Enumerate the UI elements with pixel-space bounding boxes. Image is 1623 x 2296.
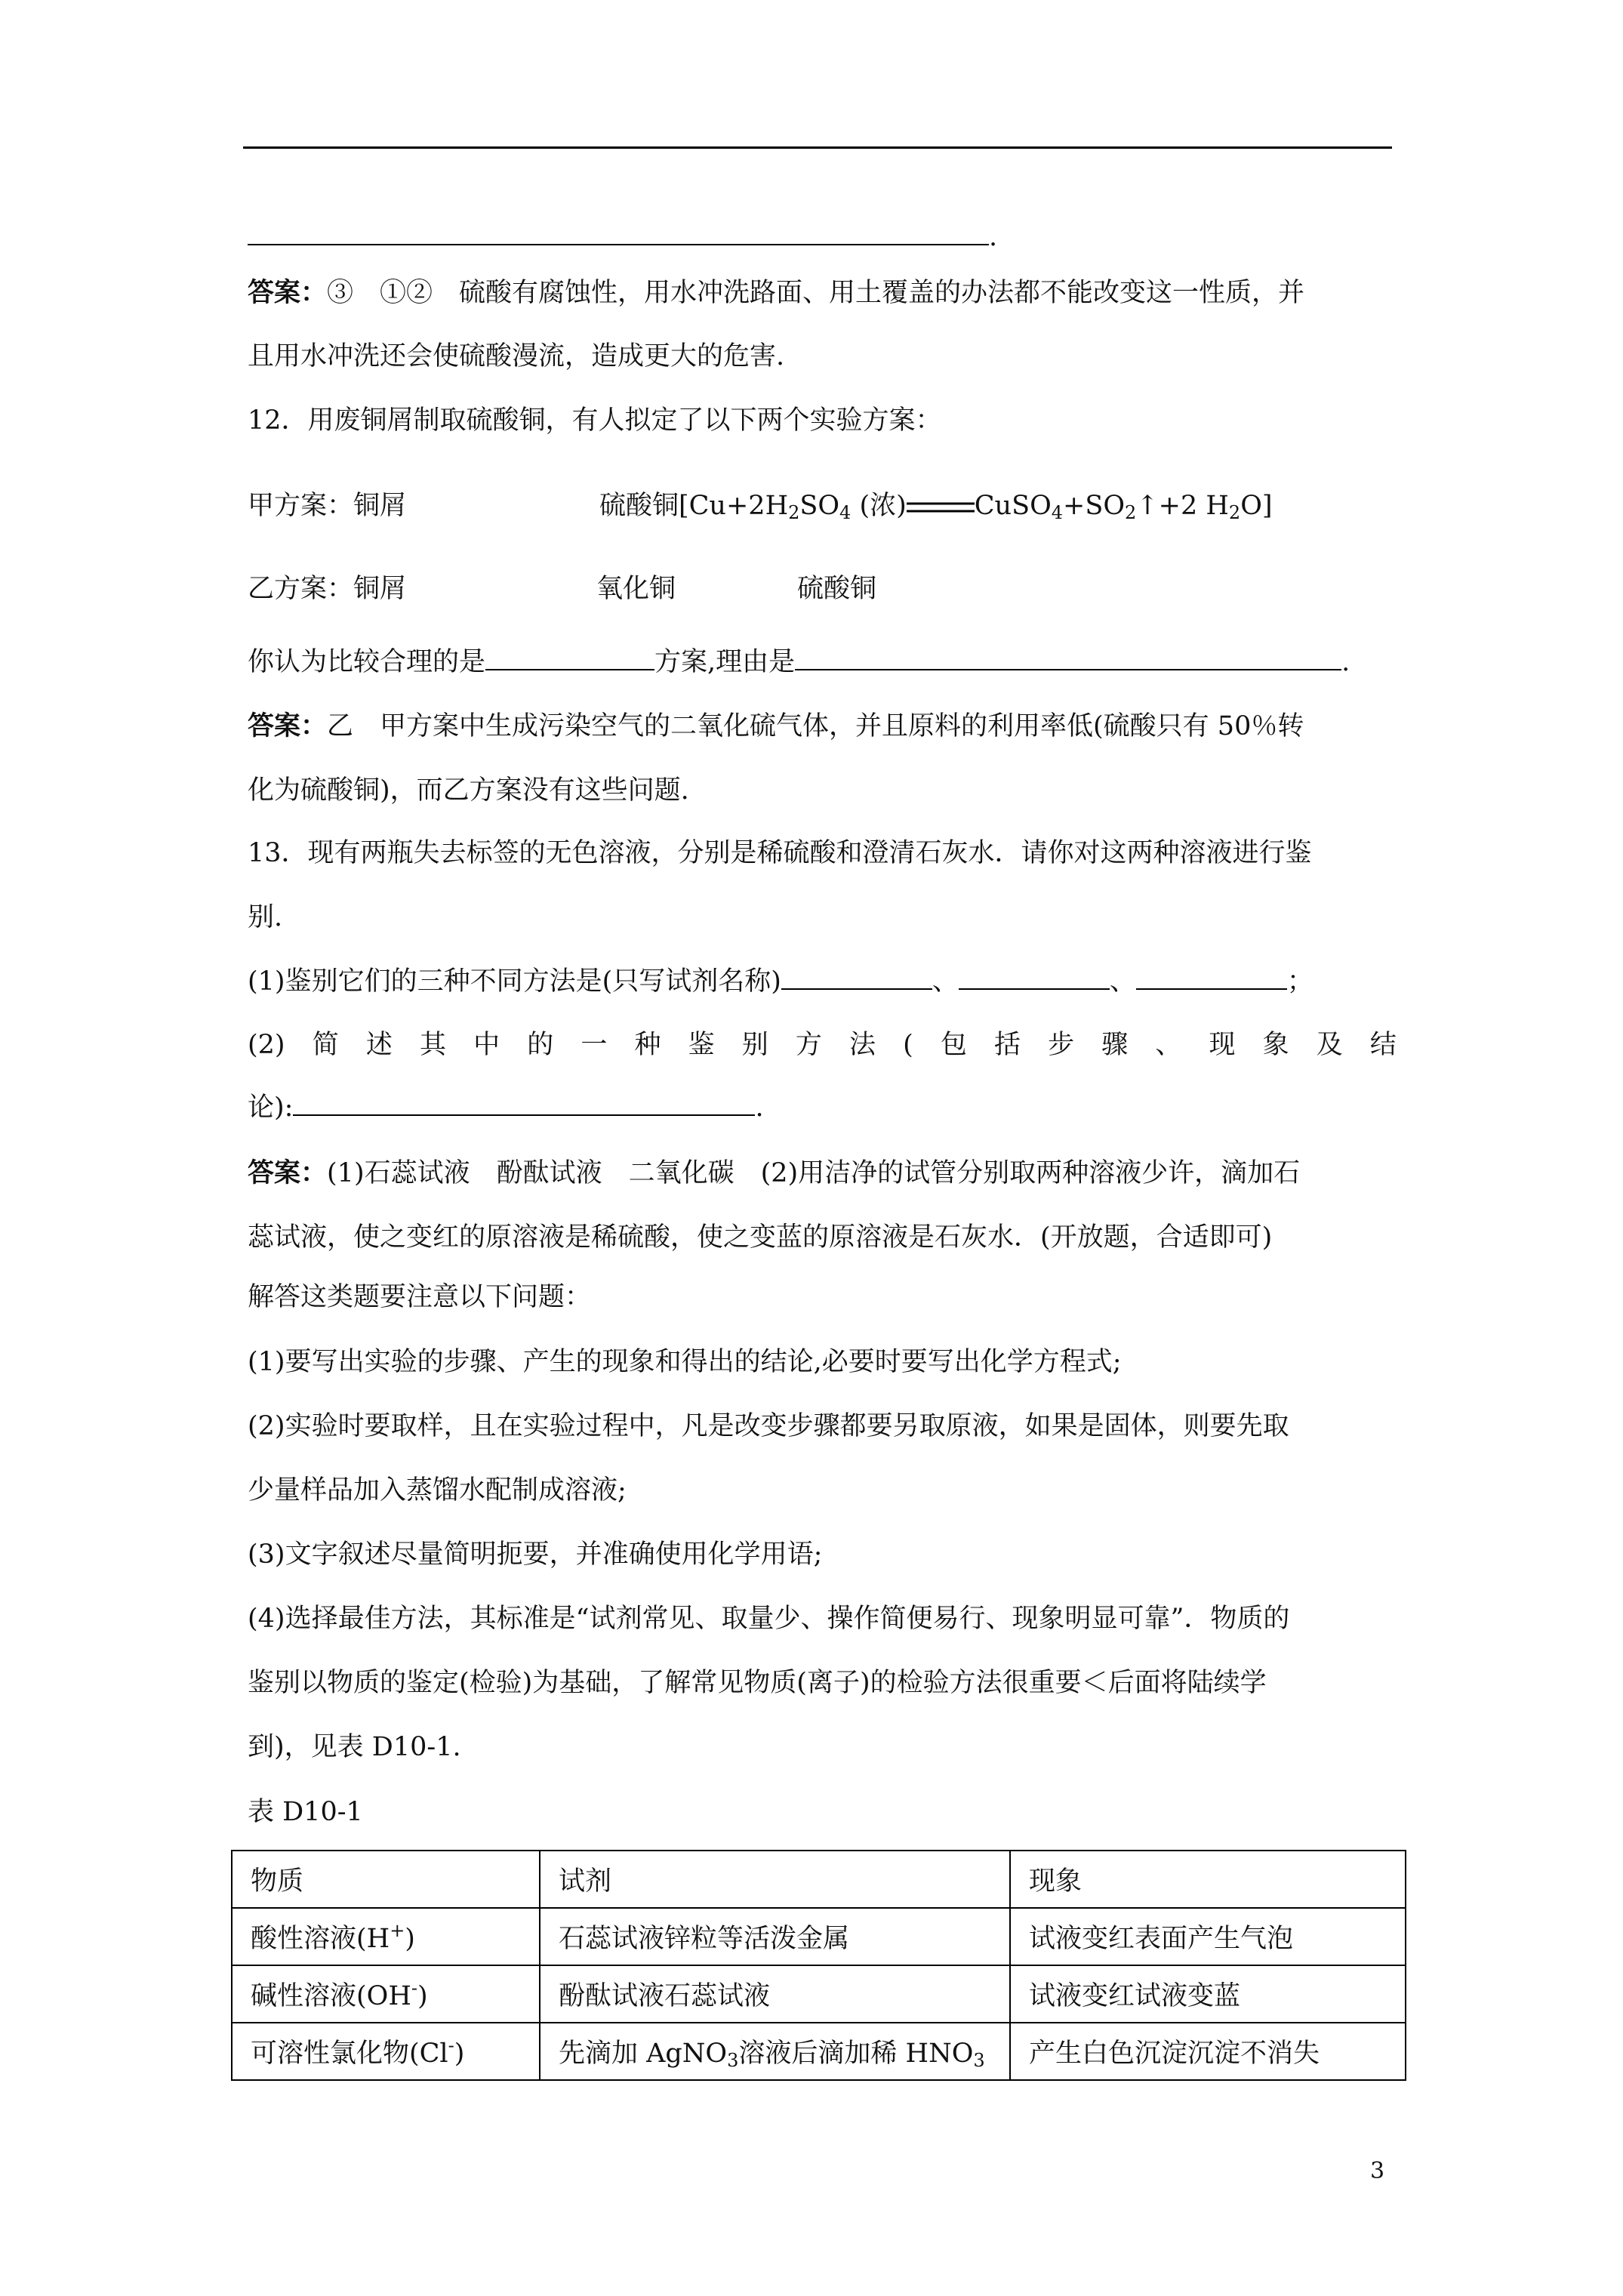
reagent-table bbox=[231, 1850, 1406, 2081]
char: 简 bbox=[312, 1030, 339, 1060]
char: 中 bbox=[473, 1030, 500, 1060]
char: 结 bbox=[1369, 1030, 1397, 1060]
q13-part2 bbox=[248, 1028, 1397, 1062]
note-1: (1)要写出实验的步骤、产生的现象和得出的结论,必要时要写出化学方程式; bbox=[248, 1347, 1122, 1377]
note-3: (3)文字叙述尽量简明扼要，并准确使用化学用语; bbox=[248, 1539, 823, 1570]
char: 步 bbox=[1048, 1030, 1075, 1060]
table-cell bbox=[232, 2023, 540, 2080]
table-row bbox=[232, 2023, 1406, 2080]
q11-answer-cont: 且用水冲洗还会使硫酸漫流，造成更大的危害. bbox=[248, 341, 785, 371]
char: 一 bbox=[581, 1030, 608, 1060]
q11-fill-line: . bbox=[248, 220, 1397, 254]
char: 方 bbox=[795, 1030, 822, 1060]
q12-plan-b bbox=[248, 572, 1397, 606]
question-text: 论): bbox=[248, 1093, 294, 1123]
table-cell: 试液变红表面产生气泡 bbox=[1010, 1908, 1406, 1965]
q12-answer bbox=[248, 710, 1397, 743]
table-cell: 酚酞试液石蕊试液 bbox=[540, 1965, 1010, 2023]
q13-stem: 13．现有两瓶失去标签的无色溶液，分别是稀硫酸和澄清石灰水．请你对这两种溶液进行鉴 bbox=[248, 838, 1312, 868]
eq-part: CuSO bbox=[974, 491, 1052, 521]
plan-b-mid: 氧化铜 bbox=[596, 574, 676, 604]
equals-sign-icon bbox=[907, 496, 975, 519]
eq-part: O] bbox=[1240, 491, 1273, 521]
notes-intro: 解答这类题要注意以下问题： bbox=[248, 1282, 592, 1312]
q12-answer-cont: 化为硫酸铜)，而乙方案没有这些问题. bbox=[248, 775, 689, 806]
q13-stem-cont: 别. bbox=[248, 902, 283, 932]
question-text: 你认为比较合理的是 bbox=[248, 647, 486, 677]
table-cell: 产生白色沉淀沉淀不消失 bbox=[1010, 2023, 1406, 2080]
eq-sub: 2 bbox=[1125, 502, 1137, 523]
cell-text: ) bbox=[454, 2039, 465, 2069]
char: 的 bbox=[527, 1030, 554, 1060]
table-cell bbox=[232, 1908, 540, 1965]
char: 别 bbox=[741, 1030, 768, 1060]
char: 、 bbox=[1155, 1030, 1182, 1060]
plan-b-label: 乙方案：铜屑 bbox=[248, 574, 407, 604]
separator: ； bbox=[1286, 966, 1313, 997]
cell-sup: + bbox=[390, 1920, 405, 1941]
char: 述 bbox=[365, 1030, 393, 1060]
table-header-row bbox=[232, 1851, 1406, 1908]
answer-text: ③ ①② 硫酸有腐蚀性，用水冲洗路面、用土覆盖的办法都不能改变这一性质，并 bbox=[327, 278, 1305, 308]
note-2-cont: 少量样品加入蒸馏水配制成溶液; bbox=[248, 1475, 627, 1505]
table-cell bbox=[540, 2023, 1010, 2080]
eq-part: ↑+2 H bbox=[1136, 491, 1229, 521]
q11-answer bbox=[248, 276, 1397, 310]
plan-a-label: 甲方案：铜屑 bbox=[248, 491, 407, 521]
table-header: 现象 bbox=[1010, 1851, 1406, 1908]
eq-part: +SO bbox=[1063, 491, 1126, 521]
char: 法 bbox=[848, 1030, 876, 1060]
char: 骤 bbox=[1101, 1030, 1129, 1060]
answer-blank bbox=[248, 221, 989, 245]
eq-sub: 2 bbox=[1228, 502, 1241, 523]
answer-label: 答案： bbox=[248, 277, 328, 308]
eq-sub: 4 bbox=[1051, 502, 1064, 523]
cell-text: 先滴加 AgNO bbox=[559, 2038, 728, 2069]
table-cell bbox=[232, 1965, 540, 2023]
table-row bbox=[232, 1965, 1406, 2023]
q13-part1 bbox=[248, 965, 1397, 998]
cell-text: 可溶性氯化物(Cl bbox=[251, 2039, 448, 2069]
page-number: 3 bbox=[1370, 2158, 1385, 2184]
answer-blank bbox=[795, 646, 1341, 670]
header-rule bbox=[243, 146, 1392, 149]
note-4: (4)选择最佳方法，其标准是“试剂常见、取量少、操作简便易行、现象明显可靠”．物质的 bbox=[248, 1604, 1290, 1634]
char: 种 bbox=[634, 1030, 661, 1060]
table-cell: 石蕊试液锌粒等活泼金属 bbox=[540, 1908, 1010, 1965]
q13-part2-cont: 论): . bbox=[248, 1093, 764, 1123]
q13-answer bbox=[248, 1157, 1397, 1190]
question-text: 方案,理由是 bbox=[654, 647, 796, 677]
table-header: 试剂 bbox=[540, 1851, 1010, 1908]
plan-a-equation bbox=[599, 489, 1273, 529]
separator: 、 bbox=[1109, 966, 1136, 997]
note-4-cont: 鉴别以物质的鉴定(检验)为基础，了解常见物质(离子)的检验方法很重要＜后面将陆续学 bbox=[248, 1668, 1267, 1698]
answer-text: 乙 甲方案中生成污染空气的二氧化硫气体，并且原料的利用率低(硫酸只有 50％转 bbox=[327, 711, 1304, 741]
table-header: 物质 bbox=[232, 1851, 540, 1908]
q12-stem: 12．用废铜屑制取硫酸铜，有人拟定了以下两个实验方案： bbox=[248, 405, 942, 436]
note-4-cont2: 到)，见表 D10-1. bbox=[248, 1732, 461, 1762]
eq-part: 硫酸铜[Cu+2H bbox=[599, 491, 789, 521]
cell-sub: 3 bbox=[973, 2049, 985, 2071]
cell-text: ) bbox=[417, 1981, 428, 2011]
eq-part: SO bbox=[799, 491, 840, 521]
cell-sub: 3 bbox=[727, 2049, 739, 2071]
cell-text: 溶液后滴加稀 HNO bbox=[738, 2038, 974, 2069]
table-cell: 试液变红试液变蓝 bbox=[1010, 1965, 1406, 2023]
q12-plan-a bbox=[248, 489, 1397, 522]
eq-sub: 2 bbox=[788, 502, 800, 523]
char: 其 bbox=[419, 1030, 446, 1060]
cell-text: 碱性溶液(OH bbox=[251, 1981, 411, 2011]
answer-text: (1)石蕊试液 酚酞试液 二氧化碳 (2)用洁净的试管分别取两种溶液少许，滴加石 bbox=[327, 1158, 1301, 1188]
eq-sub: 4 bbox=[839, 502, 852, 523]
cell-text: ) bbox=[405, 1924, 415, 1954]
cell-sup: - bbox=[411, 1977, 417, 1999]
eq-part: (浓) bbox=[851, 491, 907, 521]
char: 及 bbox=[1316, 1030, 1343, 1060]
answer-blank bbox=[1136, 966, 1287, 990]
plan-b-end: 硫酸铜 bbox=[797, 574, 877, 604]
answer-blank bbox=[959, 966, 1110, 990]
q12-question: 你认为比较合理的是 方案,理由是 . bbox=[248, 647, 1350, 677]
note-2: (2)实验时要取样，且在实验过程中，凡是改变步骤都要另取原液，如果是固体，则要先取 bbox=[248, 1411, 1289, 1441]
char: 象 bbox=[1262, 1030, 1289, 1060]
answer-blank bbox=[293, 1092, 755, 1116]
char: 现 bbox=[1209, 1030, 1236, 1060]
answer-blank bbox=[781, 966, 932, 990]
separator: 、 bbox=[932, 966, 959, 997]
char: (2) bbox=[248, 1030, 285, 1060]
table-row bbox=[232, 1908, 1406, 1965]
cell-sup: - bbox=[448, 2035, 454, 2056]
answer-label: 答案： bbox=[248, 710, 328, 741]
question-text: (1)鉴别它们的三种不同方法是(只写试剂名称) bbox=[248, 966, 781, 997]
answer-label: 答案： bbox=[248, 1157, 328, 1188]
table-caption: 表 D10-1 bbox=[248, 1797, 363, 1827]
char: 括 bbox=[993, 1030, 1021, 1060]
char: 鉴 bbox=[688, 1030, 715, 1060]
q13-answer-cont: 蕊试液，使之变红的原溶液是稀硫酸，使之变蓝的原溶液是石灰水．(开放题，合适即可) bbox=[248, 1222, 1273, 1253]
answer-blank bbox=[485, 646, 654, 670]
char: 包 bbox=[940, 1030, 967, 1060]
char: ( bbox=[903, 1030, 913, 1060]
cell-text: 酸性溶液(H bbox=[251, 1924, 390, 1954]
